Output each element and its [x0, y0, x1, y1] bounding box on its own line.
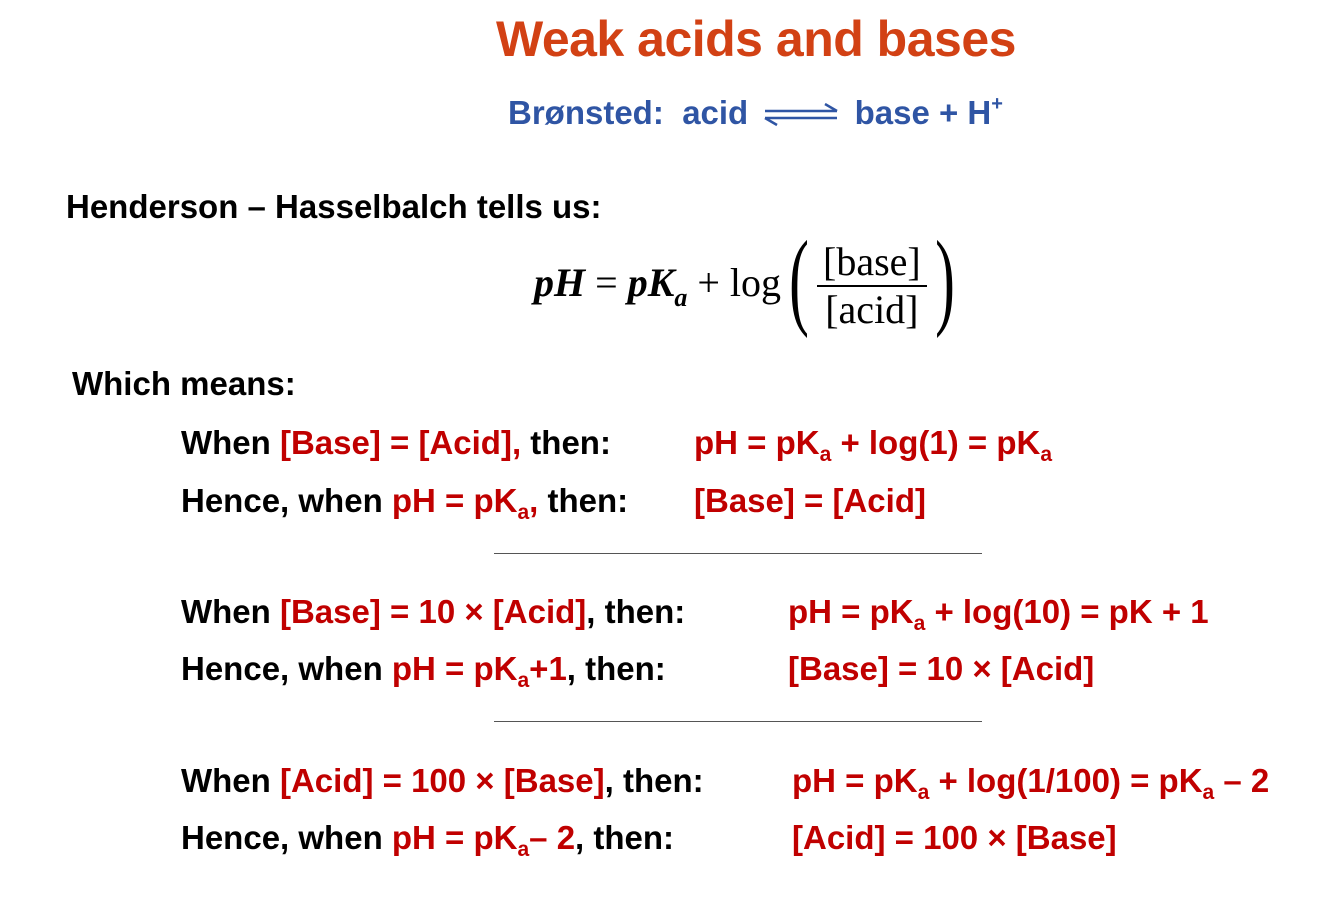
formula-equals: = [595, 260, 618, 305]
when-condition: [Base] = [Acid], [279, 424, 522, 461]
hence-condition-text: , [529, 482, 539, 519]
equilibrium-arrow-icon [761, 103, 841, 127]
formula-plus-log: + log [697, 260, 782, 305]
when-result-subscript: a [1202, 781, 1215, 804]
when-condition: [Base] = 10 × [Acid] [279, 593, 587, 630]
bronsted-proton-charge: + [991, 93, 1003, 115]
when-result-subscript: a [819, 443, 832, 466]
when-suffix: , then: [586, 593, 686, 630]
when-line [181, 762, 704, 800]
when-result-text: pH = pK [788, 593, 914, 630]
hence-suffix: then: [538, 482, 629, 519]
when-result-text: pH = pK [792, 762, 918, 799]
hence-condition-text: +1 [529, 650, 567, 687]
hh-formula [534, 220, 963, 340]
hence-result: [Acid] = 100 × [Base] [792, 819, 1117, 856]
hence-condition [391, 819, 576, 861]
formula-pk-sub: a [674, 283, 688, 312]
hence-line [181, 482, 629, 524]
formula-numerator: [base] [817, 239, 927, 287]
divider-rule [494, 553, 982, 554]
right-paren: ) [934, 220, 955, 339]
when-result-subscript: a [917, 781, 930, 804]
hence-condition-subscript: a [517, 501, 530, 524]
hence-condition [391, 482, 539, 524]
bronsted-base: base + H [854, 94, 992, 131]
when-prefix: When [181, 424, 280, 461]
bronsted-label: Brønsted: [508, 94, 664, 131]
hence-prefix: Hence, when [181, 650, 392, 687]
when-prefix: When [181, 593, 280, 630]
slide-title: Weak acids and bases [496, 11, 1016, 67]
when-condition: [Acid] = 100 × [Base] [279, 762, 605, 799]
when-prefix: When [181, 762, 280, 799]
when-line [181, 424, 611, 462]
hence-condition-text: pH = pK [391, 819, 518, 856]
which-means-heading: Which means: [72, 365, 296, 402]
when-result-text: + log(1/100) = pK [929, 762, 1203, 799]
formula-denominator: [acid] [825, 287, 919, 332]
hence-condition-text: pH = pK [391, 650, 518, 687]
hence-prefix: Hence, when [181, 819, 392, 856]
divider-rule [494, 721, 982, 722]
hence-line [181, 650, 666, 692]
when-result [788, 593, 1209, 635]
bronsted-acid: acid [682, 94, 749, 131]
hence-line [181, 819, 675, 861]
hence-condition [391, 650, 567, 692]
hence-condition-subscript: a [517, 669, 530, 692]
when-result [694, 424, 1052, 466]
formula-fraction [817, 239, 927, 333]
bronsted-equilibrium [508, 94, 1003, 132]
hence-suffix: , then: [575, 819, 675, 856]
left-paren: ( [789, 220, 809, 339]
when-result [792, 762, 1270, 804]
hence-condition-text: pH = pK [391, 482, 518, 519]
formula-pk: pK [627, 260, 675, 305]
when-result-subscript: a [1040, 443, 1052, 466]
hh-heading: Henderson – Hasselbalch tells us: [66, 188, 602, 225]
when-result-subscript: a [913, 612, 926, 635]
when-result-text: pH = pK [694, 424, 820, 461]
when-suffix: then: [521, 424, 611, 461]
hence-condition-subscript: a [517, 838, 530, 861]
when-result-text: + log(1) = pK [831, 424, 1041, 461]
when-suffix: , then: [604, 762, 704, 799]
hence-prefix: Hence, when [181, 482, 392, 519]
formula-lhs: pH [534, 260, 586, 305]
when-result-text: + log(10) = pK + 1 [925, 593, 1209, 630]
when-result-text: – 2 [1214, 762, 1270, 799]
hence-suffix: , then: [566, 650, 666, 687]
hence-condition-text: – 2 [529, 819, 576, 856]
hence-result: [Base] = 10 × [Acid] [788, 650, 1095, 687]
when-line [181, 593, 685, 631]
hence-result: [Base] = [Acid] [694, 482, 926, 519]
